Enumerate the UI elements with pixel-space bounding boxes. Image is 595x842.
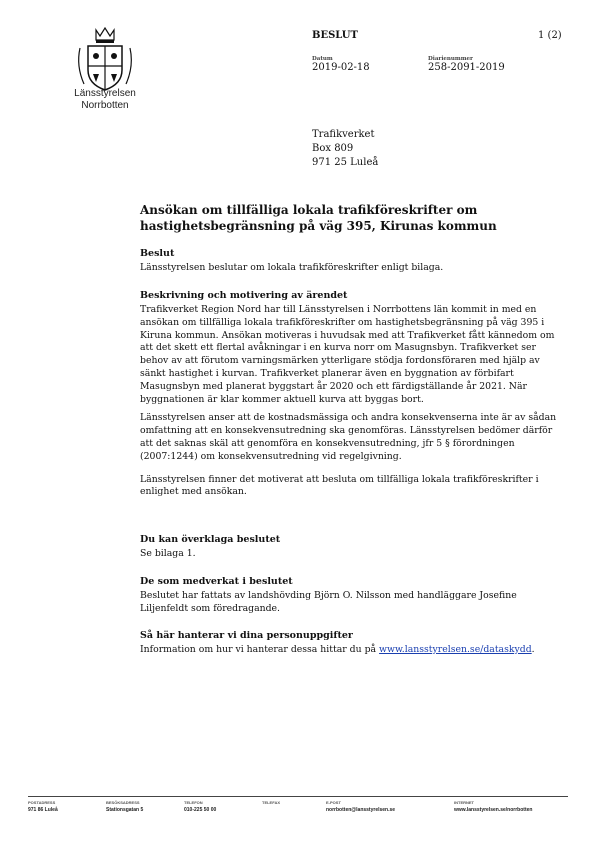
footer-epost	[326, 800, 395, 814]
footer-telefon	[184, 800, 216, 814]
medverkat-heading: De som medverkat i beslutet	[140, 576, 293, 587]
dataskydd-link[interactable]: www.lansstyrelsen.se/dataskydd	[379, 644, 532, 655]
beslut-text: Länsstyrelsen beslutar om lokala trafikföreskrifter enligt bilaga.	[140, 262, 444, 273]
beslut-heading: Beslut	[140, 248, 175, 259]
recipient-line-1: Trafikverket	[312, 129, 375, 140]
personuppgifter-paragraph	[140, 644, 560, 657]
section-beskrivning	[140, 290, 560, 499]
internet-label: INTERNET	[454, 800, 474, 805]
document-type: BESLUT	[312, 30, 358, 41]
telefax-label: TELEFAX	[262, 800, 281, 805]
postadress-label: POSTADRESS	[28, 800, 56, 805]
beskrivning-heading: Beskrivning och motivering av ärendet	[140, 290, 348, 301]
section-beslut	[140, 248, 560, 275]
epost-value[interactable]: norrbotten@lansstyrelsen.se	[326, 807, 396, 813]
logo-line-2: Norrbotten	[81, 100, 129, 111]
date-value: 2019-02-18	[312, 62, 370, 73]
section-personuppgifter	[140, 630, 560, 657]
logo-line-1: Länsstyrelsen	[74, 88, 136, 99]
date-label: Datum	[312, 56, 333, 62]
footer-internet	[454, 800, 532, 814]
beskrivning-paragraph-1: Trafikverket Region Nord har till Länsstyrelsen i Norrbottens län kommit in med en ansökan om tillfälliga lokala trafikföreskrifter om hastighetsbegränsning på väg 395 i Kiruna kommun. Ansökan motiveras i huvudsak med att Trafikverket fått kännedom om att det skett ett flertal avåkningar i en kurva norr om Masugnsbyn. Trafikverket ser behov av att förutom varningsmärken ytterligare stödja fordonsföraren med hjälp av sänkt hastighet i kurvan. Trafikverket planerar även en byggnation av förbifart Masugnsbyn med planerat byggstart år 2020 och ett färdigställande år 2021. När byggnationen är klar kommer aktuell kurva att byggas bort.	[140, 304, 555, 405]
recipient-line-2: Box 809	[312, 143, 354, 154]
beskrivning-paragraph-2: Länsstyrelsen anser att de kostnadsmässiga och andra konsekvenserna inte är av sådan omfattning att en konsekvensutredning ska genomföras. Länsstyrelsen bedömer därför att det saknas skäl att genomföra en konsekvensutredning, jfr 5 § förordningen (2007:1244) om konsekvensutredning vid regelgivning.	[140, 412, 557, 462]
coat-of-arms-logo	[74, 26, 136, 96]
personuppgifter-heading: Så här hanterar vi dina personuppgifter	[140, 630, 353, 641]
logo-text	[62, 88, 148, 112]
footer-postadress	[28, 800, 58, 814]
medverkat-text: Beslutet har fattats av landshövding Björn O. Nilsson med handläggare Josefine Liljenfeldt som föredragande.	[140, 590, 517, 614]
document-title: Ansökan om tillfälliga lokala trafikföreskrifter om hastighetsbegränsning på väg 395, Kirunas kommun	[140, 203, 497, 233]
section-overklaga	[140, 534, 560, 561]
page-number: 1 (2)	[538, 30, 562, 41]
date-block	[312, 56, 370, 73]
epost-label: E-POST	[326, 800, 341, 805]
personuppgifter-text: Information om hur vi hanterar dessa hittar du på	[140, 644, 380, 655]
recipient-address	[312, 128, 378, 170]
besoksadress-value: Stationsgatan 5	[106, 807, 144, 813]
overklaga-heading: Du kan överklaga beslutet	[140, 534, 281, 545]
section-medverkat	[140, 576, 560, 616]
beskrivning-paragraph-3: Länsstyrelsen finner det motiverat att besluta om tillfälliga lokala trafikföreskrifter i enlighet med ansökan.	[140, 473, 539, 498]
diarie-label: Diarienummer	[428, 56, 473, 62]
footer-telefax	[262, 800, 280, 806]
footer-divider	[28, 796, 568, 797]
telefon-label: TELEFON	[184, 800, 203, 805]
besoksadress-label: BESÖKSADRESS	[106, 800, 140, 805]
personuppgifter-end: .	[531, 644, 535, 655]
telefon-value: 010-225 50 00	[184, 807, 217, 813]
footer-besoksadress	[106, 800, 143, 814]
internet-value[interactable]: www.lansstyrelsen.se/norrbotten	[454, 807, 533, 813]
diarie-value: 258-2091-2019	[428, 62, 505, 73]
postadress-value: 971 86 Luleå	[28, 807, 58, 813]
overklaga-text: Se bilaga 1.	[140, 548, 196, 559]
diarie-block	[428, 56, 505, 73]
recipient-line-3: 971 25 Luleå	[312, 157, 379, 168]
